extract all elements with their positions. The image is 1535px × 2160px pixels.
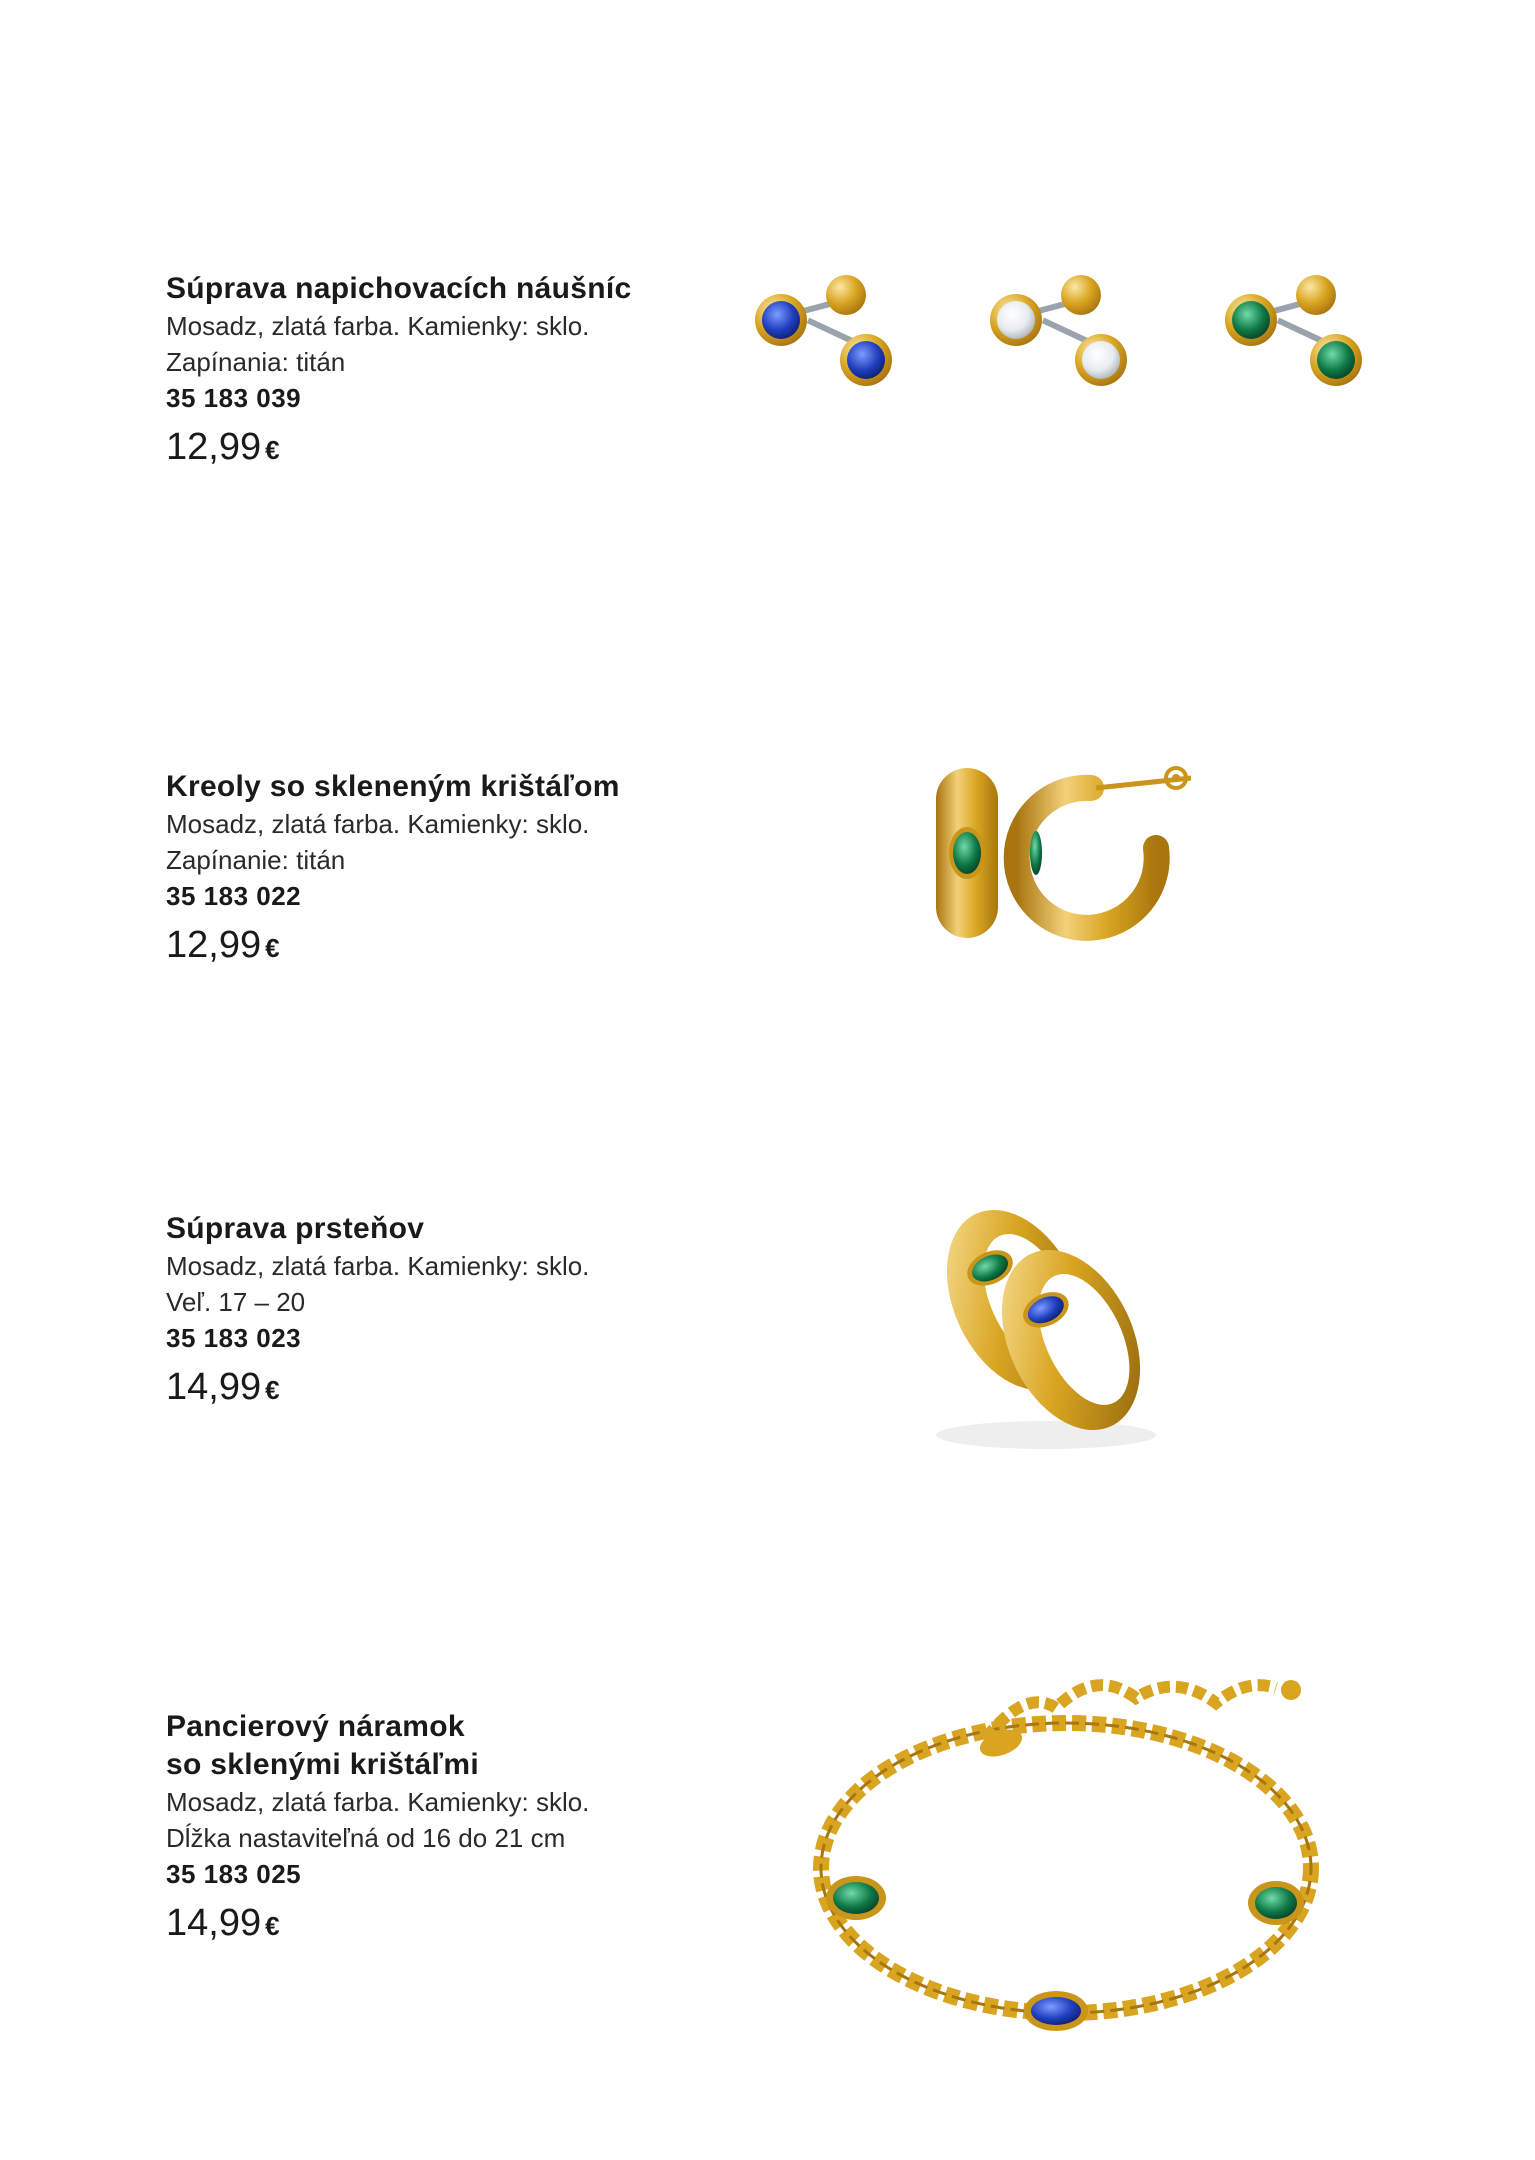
- product-description-line: Veľ. 17 – 20: [166, 1287, 306, 1317]
- product-description-line: Dĺžka nastaviteľná od 16 do 21 cm: [166, 1823, 566, 1853]
- product-description-line: Mosadz, zlatá farba. Kamienky: sklo.: [166, 809, 590, 839]
- price-value: 14,99: [166, 1366, 262, 1408]
- product-description-line: Mosadz, zlatá farba. Kamienky: sklo.: [166, 1787, 590, 1817]
- product-description-line: Zapínanie: titán: [166, 845, 346, 875]
- product-sku: 35 183 023: [166, 1323, 302, 1353]
- product-info: [166, 1708, 726, 1949]
- product-info: [166, 270, 726, 473]
- product-info: [166, 1210, 726, 1413]
- stud-earrings-set-icon: [736, 250, 1456, 420]
- product-price: [166, 1364, 726, 1413]
- product-title: Kreoly so skleneným krištáľom: [166, 770, 620, 803]
- price-value: 12,99: [166, 924, 262, 966]
- product-description-line: Mosadz, zlatá farba. Kamienky: sklo.: [166, 311, 590, 341]
- price-currency: €: [265, 1375, 280, 1405]
- product-description-line: Mosadz, zlatá farba. Kamienky: sklo.: [166, 1251, 590, 1281]
- price-currency: €: [265, 1911, 280, 1941]
- product-title: Pancierový náramok: [166, 1710, 465, 1743]
- product-title: Súprava napichovacích náušníc: [166, 272, 632, 305]
- price-currency: €: [265, 435, 280, 465]
- product-sku: 35 183 039: [166, 383, 302, 413]
- product-sku: 35 183 022: [166, 881, 302, 911]
- rings-set-icon: [906, 1190, 1186, 1460]
- product-title-line2: so sklenými krištáľmi: [166, 1748, 480, 1781]
- product-title: Súprava prsteňov: [166, 1212, 425, 1245]
- product-description-line: Zapínania: titán: [166, 347, 346, 377]
- product-price: [166, 424, 726, 473]
- price-currency: €: [265, 933, 280, 963]
- product-price: [166, 922, 726, 971]
- price-value: 12,99: [166, 426, 262, 468]
- product-info: [166, 768, 726, 971]
- price-value: 14,99: [166, 1902, 262, 1944]
- hoop-earrings-icon: [926, 748, 1246, 958]
- product-sku: 35 183 025: [166, 1859, 302, 1889]
- product-price: [166, 1900, 726, 1949]
- chain-bracelet-icon: [796, 1648, 1356, 2048]
